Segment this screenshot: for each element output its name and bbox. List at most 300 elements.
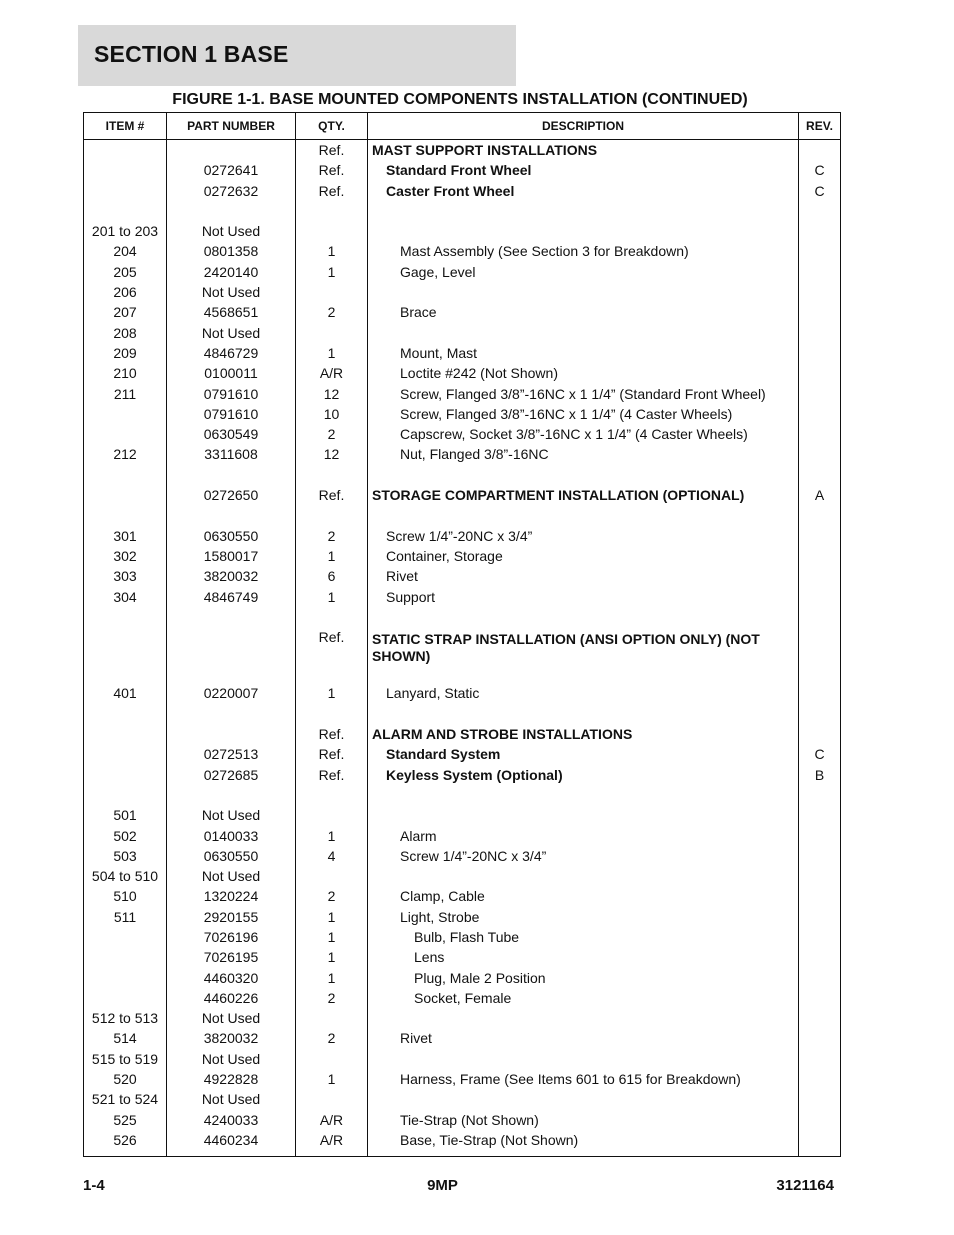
item-cell: 502 xyxy=(84,828,167,848)
table-row xyxy=(84,807,841,827)
qty-cell: Ref. xyxy=(296,140,368,163)
table-row xyxy=(84,284,841,304)
rev-cell xyxy=(799,609,841,629)
item-cell: 204 xyxy=(84,243,167,263)
part-number-cell: Not Used xyxy=(167,868,296,888)
item-cell xyxy=(84,140,167,163)
qty-cell: 12 xyxy=(296,386,368,406)
item-cell: 208 xyxy=(84,325,167,345)
rev-cell xyxy=(799,304,841,324)
rev-cell xyxy=(799,787,841,807)
qty-cell xyxy=(296,284,368,304)
table-row xyxy=(84,665,841,685)
table-row xyxy=(84,609,841,629)
qty-cell xyxy=(296,1010,368,1030)
description-cell xyxy=(368,284,799,304)
rev-cell: C xyxy=(799,746,841,766)
header-description: DESCRIPTION xyxy=(368,113,799,140)
qty-cell: 1 xyxy=(296,685,368,705)
description-cell xyxy=(368,325,799,345)
table-row xyxy=(84,223,841,243)
item-cell xyxy=(84,787,167,807)
rev-cell xyxy=(799,909,841,929)
item-cell: 512 to 513 xyxy=(84,1010,167,1030)
table-row xyxy=(84,868,841,888)
table-row xyxy=(84,949,841,969)
table-row xyxy=(84,386,841,406)
rev-cell xyxy=(799,426,841,446)
description-cell: Light, Strobe xyxy=(368,909,799,929)
part-number-cell: 0630550 xyxy=(167,528,296,548)
description-cell: Screw, Flanged 3/8”-16NC x 1 1/4” (4 Caster Wheels) xyxy=(368,406,799,426)
rev-cell xyxy=(799,706,841,726)
part-number-cell: 1580017 xyxy=(167,548,296,568)
qty-cell: Ref. xyxy=(296,162,368,182)
item-cell xyxy=(84,990,167,1010)
rev-cell xyxy=(799,726,841,746)
section-banner xyxy=(78,25,516,86)
table-row xyxy=(84,746,841,766)
item-cell: 212 xyxy=(84,446,167,466)
description-cell: Plug, Male 2 Position xyxy=(368,970,799,990)
description-cell xyxy=(368,609,799,629)
part-number-cell: 3820032 xyxy=(167,568,296,588)
part-number-cell: Not Used xyxy=(167,1010,296,1030)
description-cell: Bulb, Flash Tube xyxy=(368,929,799,949)
description-cell: Socket, Female xyxy=(368,990,799,1010)
item-cell xyxy=(84,406,167,426)
rev-cell xyxy=(799,1010,841,1030)
description-cell: Loctite #242 (Not Shown) xyxy=(368,365,799,385)
rev-cell xyxy=(799,929,841,949)
item-cell: 209 xyxy=(84,345,167,365)
item-cell: 503 xyxy=(84,848,167,868)
item-cell xyxy=(84,609,167,629)
table-row xyxy=(84,828,841,848)
footer-doc-number: 3121164 xyxy=(776,1177,834,1194)
item-cell: 301 xyxy=(84,528,167,548)
qty-cell: 1 xyxy=(296,243,368,263)
qty-cell: 1 xyxy=(296,949,368,969)
part-number-cell: 0272685 xyxy=(167,767,296,787)
rev-cell xyxy=(799,949,841,969)
qty-cell xyxy=(296,665,368,685)
rev-cell xyxy=(799,970,841,990)
table-row xyxy=(84,264,841,284)
description-cell: Nut, Flanged 3/8”-16NC xyxy=(368,446,799,466)
rev-cell xyxy=(799,284,841,304)
description-cell: Gage, Level xyxy=(368,264,799,284)
footer-model: 9MP xyxy=(427,1177,458,1194)
rev-cell: B xyxy=(799,767,841,787)
item-cell: 302 xyxy=(84,548,167,568)
description-cell: Lanyard, Static xyxy=(368,685,799,705)
rev-cell xyxy=(799,243,841,263)
item-cell xyxy=(84,746,167,766)
qty-cell: Ref. xyxy=(296,767,368,787)
description-cell xyxy=(368,868,799,888)
qty-cell xyxy=(296,1051,368,1071)
qty-cell: 10 xyxy=(296,406,368,426)
rev-cell xyxy=(799,386,841,406)
item-cell xyxy=(84,507,167,527)
item-cell: 205 xyxy=(84,264,167,284)
table-row xyxy=(84,183,841,203)
description-cell: Container, Storage xyxy=(368,548,799,568)
table-row xyxy=(84,1091,841,1111)
header-rev: REV. xyxy=(799,113,841,140)
qty-cell: 1 xyxy=(296,929,368,949)
part-number-cell: 4922828 xyxy=(167,1071,296,1091)
table-row xyxy=(84,848,841,868)
description-cell xyxy=(368,1091,799,1111)
description-cell: Lens xyxy=(368,949,799,969)
part-number-cell: 0801358 xyxy=(167,243,296,263)
part-number-cell xyxy=(167,467,296,487)
header-qty: QTY. xyxy=(296,113,368,140)
description-cell xyxy=(368,467,799,487)
table-row xyxy=(84,140,841,163)
part-number-cell: 4460320 xyxy=(167,970,296,990)
qty-cell: Ref. xyxy=(296,726,368,746)
qty-cell: 1 xyxy=(296,548,368,568)
rev-cell xyxy=(799,868,841,888)
parts-table xyxy=(83,112,841,1157)
description-cell: Mount, Mast xyxy=(368,345,799,365)
part-number-cell xyxy=(167,507,296,527)
rev-cell xyxy=(799,990,841,1010)
table-row xyxy=(84,365,841,385)
rev-cell xyxy=(799,446,841,466)
qty-cell: 1 xyxy=(296,1071,368,1091)
qty-cell xyxy=(296,807,368,827)
rev-cell xyxy=(799,665,841,685)
table-row xyxy=(84,1132,841,1157)
table-row xyxy=(84,304,841,324)
description-cell: Rivet xyxy=(368,568,799,588)
part-number-cell: 0140033 xyxy=(167,828,296,848)
part-number-cell: Not Used xyxy=(167,325,296,345)
header-part-number: PART NUMBER xyxy=(167,113,296,140)
qty-cell: A/R xyxy=(296,1112,368,1132)
description-cell xyxy=(368,507,799,527)
rev-cell xyxy=(799,507,841,527)
rev-cell xyxy=(799,685,841,705)
part-number-cell: Not Used xyxy=(167,223,296,243)
item-cell xyxy=(84,467,167,487)
qty-cell: 2 xyxy=(296,888,368,908)
table-row xyxy=(84,767,841,787)
item-cell: 501 xyxy=(84,807,167,827)
description-cell xyxy=(368,787,799,807)
qty-cell xyxy=(296,706,368,726)
rev-cell xyxy=(799,203,841,223)
rev-cell xyxy=(799,1112,841,1132)
qty-cell: 1 xyxy=(296,909,368,929)
qty-cell: Ref. xyxy=(296,487,368,507)
rev-cell xyxy=(799,828,841,848)
item-cell: 521 to 524 xyxy=(84,1091,167,1111)
qty-cell: 4 xyxy=(296,848,368,868)
part-number-cell: 0272513 xyxy=(167,746,296,766)
part-number-cell xyxy=(167,203,296,223)
qty-cell: 12 xyxy=(296,446,368,466)
header-item: ITEM # xyxy=(84,113,167,140)
part-number-cell: 3311608 xyxy=(167,446,296,466)
rev-cell xyxy=(799,589,841,609)
table-row xyxy=(84,467,841,487)
item-cell: 303 xyxy=(84,568,167,588)
item-cell xyxy=(84,183,167,203)
part-number-cell: 4568651 xyxy=(167,304,296,324)
item-cell: 520 xyxy=(84,1071,167,1091)
rev-cell xyxy=(799,365,841,385)
rev-cell xyxy=(799,1132,841,1157)
table-row xyxy=(84,970,841,990)
qty-cell: Ref. xyxy=(296,629,368,665)
part-number-cell: 7026195 xyxy=(167,949,296,969)
item-cell: 211 xyxy=(84,386,167,406)
item-cell: 515 to 519 xyxy=(84,1051,167,1071)
item-cell xyxy=(84,970,167,990)
table-row xyxy=(84,1030,841,1050)
table-row xyxy=(84,528,841,548)
item-cell: 206 xyxy=(84,284,167,304)
part-number-cell: 0272641 xyxy=(167,162,296,182)
qty-cell: 1 xyxy=(296,345,368,365)
table-row xyxy=(84,548,841,568)
qty-cell: 1 xyxy=(296,589,368,609)
part-number-cell xyxy=(167,726,296,746)
rev-cell xyxy=(799,528,841,548)
description-cell: Mast Assembly (See Section 3 for Breakdown) xyxy=(368,243,799,263)
item-cell: 504 to 510 xyxy=(84,868,167,888)
description-cell xyxy=(368,1051,799,1071)
item-cell xyxy=(84,665,167,685)
qty-cell xyxy=(296,203,368,223)
item-cell xyxy=(84,162,167,182)
part-number-cell: 2420140 xyxy=(167,264,296,284)
item-cell xyxy=(84,487,167,507)
item-cell: 511 xyxy=(84,909,167,929)
rev-cell xyxy=(799,325,841,345)
description-cell: Standard Front Wheel xyxy=(368,162,799,182)
item-cell xyxy=(84,629,167,665)
part-number-cell: 0791610 xyxy=(167,406,296,426)
part-number-cell: 0272650 xyxy=(167,487,296,507)
item-cell: 401 xyxy=(84,685,167,705)
table-row xyxy=(84,446,841,466)
part-number-cell: 0630549 xyxy=(167,426,296,446)
part-number-cell xyxy=(167,140,296,163)
table-row xyxy=(84,243,841,263)
part-number-cell: Not Used xyxy=(167,807,296,827)
description-cell xyxy=(368,203,799,223)
table-header-row xyxy=(84,113,841,140)
description-cell: Clamp, Cable xyxy=(368,888,799,908)
part-number-cell: 0630550 xyxy=(167,848,296,868)
description-cell xyxy=(368,807,799,827)
qty-cell: 2 xyxy=(296,426,368,446)
part-number-cell: 4460226 xyxy=(167,990,296,1010)
part-number-cell: 4846729 xyxy=(167,345,296,365)
qty-cell xyxy=(296,507,368,527)
rev-cell xyxy=(799,888,841,908)
qty-cell xyxy=(296,868,368,888)
part-number-cell: 0220007 xyxy=(167,685,296,705)
part-number-cell xyxy=(167,665,296,685)
description-cell xyxy=(368,665,799,685)
description-cell: Alarm xyxy=(368,828,799,848)
description-cell: Standard System xyxy=(368,746,799,766)
table-row xyxy=(84,787,841,807)
qty-cell: 2 xyxy=(296,990,368,1010)
table-row xyxy=(84,345,841,365)
item-cell: 210 xyxy=(84,365,167,385)
rev-cell xyxy=(799,848,841,868)
qty-cell: A/R xyxy=(296,1132,368,1157)
rev-cell xyxy=(799,1030,841,1050)
description-cell: Harness, Frame (See Items 601 to 615 for Breakdown) xyxy=(368,1071,799,1091)
description-cell: Brace xyxy=(368,304,799,324)
part-number-cell: 7026196 xyxy=(167,929,296,949)
qty-cell: 6 xyxy=(296,568,368,588)
item-cell: 526 xyxy=(84,1132,167,1157)
rev-cell xyxy=(799,1051,841,1071)
table-row xyxy=(84,1071,841,1091)
description-cell xyxy=(368,223,799,243)
description-cell: Screw, Flanged 3/8”-16NC x 1 1/4” (Standard Front Wheel) xyxy=(368,386,799,406)
description-cell: ALARM AND STROBE INSTALLATIONS xyxy=(368,726,799,746)
table-row xyxy=(84,629,841,665)
part-number-cell: 3820032 xyxy=(167,1030,296,1050)
rev-cell xyxy=(799,1071,841,1091)
item-cell: 201 to 203 xyxy=(84,223,167,243)
rev-cell xyxy=(799,467,841,487)
parts-table-body xyxy=(84,140,841,1157)
description-cell: Keyless System (Optional) xyxy=(368,767,799,787)
qty-cell: 2 xyxy=(296,304,368,324)
description-cell: Screw 1/4”-20NC x 3/4” xyxy=(368,528,799,548)
section-title: SECTION 1 BASE xyxy=(94,41,289,67)
rev-cell xyxy=(799,264,841,284)
table-row xyxy=(84,990,841,1010)
description-cell: Base, Tie-Strap (Not Shown) xyxy=(368,1132,799,1157)
part-number-cell xyxy=(167,629,296,665)
table-row xyxy=(84,726,841,746)
table-row xyxy=(84,1010,841,1030)
table-row xyxy=(84,1112,841,1132)
rev-cell: A xyxy=(799,487,841,507)
part-number-cell xyxy=(167,609,296,629)
qty-cell xyxy=(296,1091,368,1111)
description-cell: Support xyxy=(368,589,799,609)
table-row xyxy=(84,162,841,182)
table-row xyxy=(84,706,841,726)
qty-cell: 1 xyxy=(296,264,368,284)
part-number-cell: 0100011 xyxy=(167,365,296,385)
rev-cell: C xyxy=(799,162,841,182)
part-number-cell: 4240033 xyxy=(167,1112,296,1132)
item-cell xyxy=(84,726,167,746)
qty-cell: 2 xyxy=(296,1030,368,1050)
description-cell: STORAGE COMPARTMENT INSTALLATION (OPTIONAL) xyxy=(368,487,799,507)
item-cell: 510 xyxy=(84,888,167,908)
qty-cell xyxy=(296,467,368,487)
part-number-cell xyxy=(167,787,296,807)
item-cell xyxy=(84,767,167,787)
part-number-cell: 1320224 xyxy=(167,888,296,908)
table-row xyxy=(84,589,841,609)
description-cell: Rivet xyxy=(368,1030,799,1050)
figure-title: FIGURE 1-1. BASE MOUNTED COMPONENTS INSTALLATION (CONTINUED) xyxy=(172,91,748,108)
rev-cell xyxy=(799,568,841,588)
description-cell: Screw 1/4”-20NC x 3/4” xyxy=(368,848,799,868)
item-cell: 525 xyxy=(84,1112,167,1132)
rev-cell xyxy=(799,140,841,163)
item-cell: 207 xyxy=(84,304,167,324)
table-row xyxy=(84,325,841,345)
table-row xyxy=(84,909,841,929)
qty-cell: 1 xyxy=(296,828,368,848)
qty-cell: Ref. xyxy=(296,183,368,203)
description-cell: Caster Front Wheel xyxy=(368,183,799,203)
table-row xyxy=(84,426,841,446)
part-number-cell: 0272632 xyxy=(167,183,296,203)
item-cell: 514 xyxy=(84,1030,167,1050)
item-cell xyxy=(84,929,167,949)
qty-cell xyxy=(296,609,368,629)
part-number-cell: 4846749 xyxy=(167,589,296,609)
part-number-cell: Not Used xyxy=(167,1051,296,1071)
part-number-cell: 0791610 xyxy=(167,386,296,406)
rev-cell xyxy=(799,223,841,243)
part-number-cell xyxy=(167,706,296,726)
part-number-cell: Not Used xyxy=(167,284,296,304)
item-cell xyxy=(84,203,167,223)
rev-cell xyxy=(799,406,841,426)
qty-cell xyxy=(296,787,368,807)
table-row xyxy=(84,1051,841,1071)
description-cell: Tie-Strap (Not Shown) xyxy=(368,1112,799,1132)
rev-cell xyxy=(799,807,841,827)
table-row xyxy=(84,929,841,949)
item-cell xyxy=(84,426,167,446)
qty-cell xyxy=(296,325,368,345)
description-cell: Capscrew, Socket 3/8”-16NC x 1 1/4” (4 Caster Wheels) xyxy=(368,426,799,446)
qty-cell xyxy=(296,223,368,243)
table-row xyxy=(84,406,841,426)
part-number-cell: Not Used xyxy=(167,1091,296,1111)
part-number-cell: 4460234 xyxy=(167,1132,296,1157)
table-row xyxy=(84,888,841,908)
table-row xyxy=(84,685,841,705)
description-cell: STATIC STRAP INSTALLATION (ANSI OPTION ONLY) (NOT SHOWN) xyxy=(368,629,799,665)
qty-cell: Ref. xyxy=(296,746,368,766)
description-cell xyxy=(368,1010,799,1030)
qty-cell: A/R xyxy=(296,365,368,385)
rev-cell xyxy=(799,548,841,568)
item-cell xyxy=(84,706,167,726)
qty-cell: 1 xyxy=(296,970,368,990)
description-cell: MAST SUPPORT INSTALLATIONS xyxy=(368,140,799,163)
description-cell xyxy=(368,706,799,726)
qty-cell: 2 xyxy=(296,528,368,548)
item-cell: 304 xyxy=(84,589,167,609)
table-row xyxy=(84,507,841,527)
rev-cell: C xyxy=(799,183,841,203)
table-row xyxy=(84,487,841,507)
